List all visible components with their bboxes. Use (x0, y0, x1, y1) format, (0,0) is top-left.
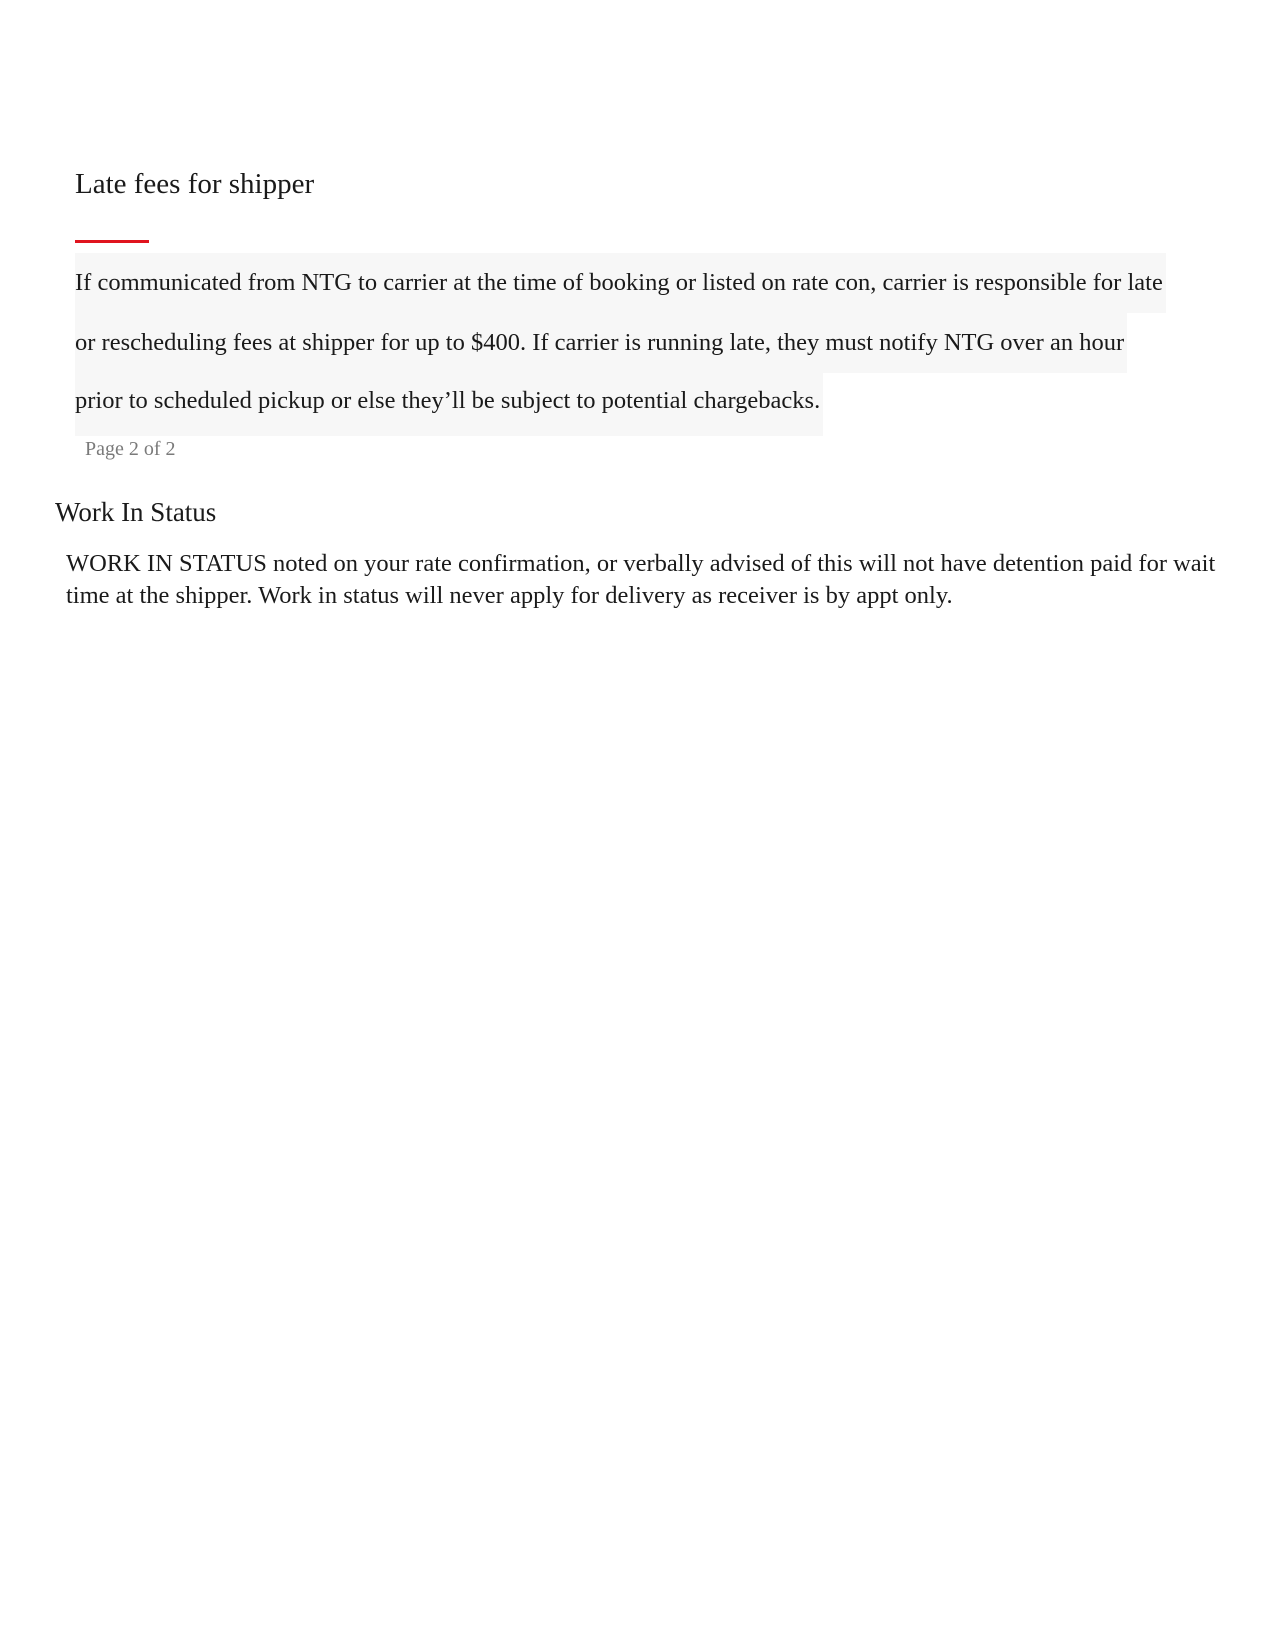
highlighted-paragraph-line-1: If communicated from NTG to carrier at the time of booking or listed on rate con, carrier is responsible for late (75, 253, 1166, 313)
highlighted-paragraph-line-3: prior to scheduled pickup or else they’ll be subject to potential chargebacks. (75, 372, 823, 436)
section-title: Late fees for shipper (75, 168, 315, 200)
accent-rule (75, 240, 149, 243)
work-in-status-title: Work In Status (55, 497, 217, 527)
page-number: Page 2 of 2 (85, 438, 176, 460)
work-in-status-body: WORK IN STATUS noted on your rate confirmation, or verbally advised of this will not have detention paid for wait time at the shipper. Work in status will never apply for delivery as receiver is by appt only. (66, 550, 1216, 609)
highlighted-paragraph-line-2: or rescheduling fees at shipper for up to $400. If carrier is running late, they must notify NTG over an hour (75, 313, 1127, 373)
